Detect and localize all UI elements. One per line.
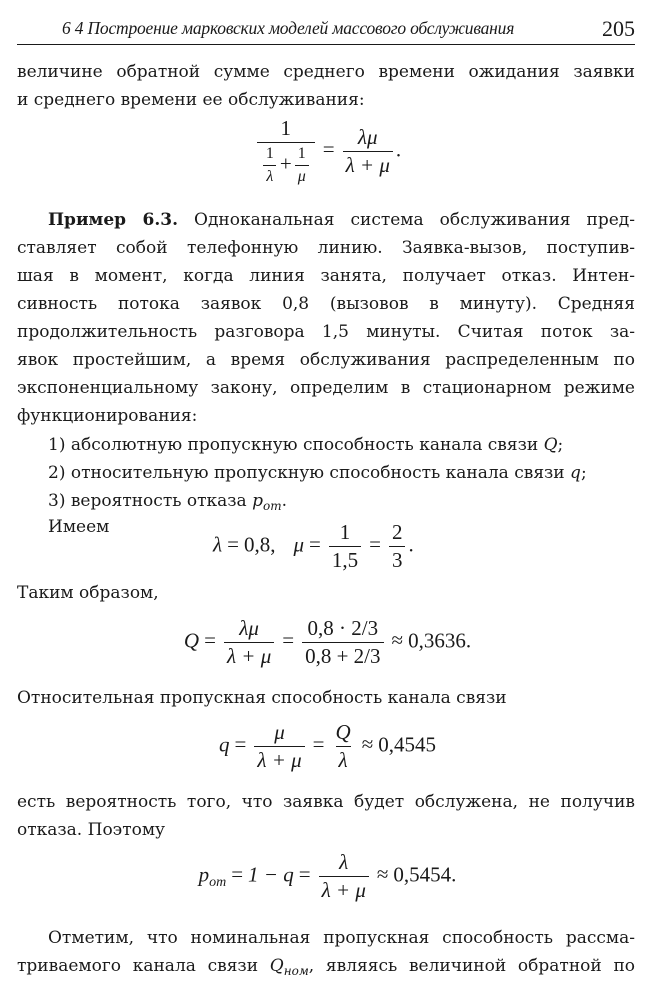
text-line: Таким образом, bbox=[17, 583, 159, 603]
fraction: $\frac{0,8 \cdot 2/3}{0,8 + 2/3}$ bbox=[302, 618, 383, 667]
text-line: триваемого канала связи $Q_{ном}$, являясь величиной обратной по bbox=[17, 956, 636, 978]
running-title: 6 4 Построение марковских моделей массового обслуживания bbox=[62, 18, 515, 38]
equation-parameters: λ = 0,8, μ = $\frac{1}{1,5}$ = $\frac{2}{3}$ . bbox=[213, 520, 414, 572]
text-line: ставляет собой телефонную линию. Заявка-вызов, поступив- bbox=[17, 238, 635, 258]
text-line: и среднего времени ее обслуживания: bbox=[17, 90, 365, 110]
text-line: продолжительность разговора 1,5 минуты. Считая поток за- bbox=[17, 322, 635, 342]
equation-relative-capacity: q = $\frac{\mu}{\lambda + \mu}$ = $\frac{Q}{\lambda}$ ≈ 0,4545 bbox=[219, 720, 436, 772]
text-line: есть вероятность того, что заявка будет обслужена, не получив bbox=[17, 792, 635, 812]
example-heading-line: Пример 6.3. Одноканальная система обслуживания пред- bbox=[48, 210, 635, 230]
fraction: $\frac{\lambda\mu}{\lambda + \mu}$ bbox=[224, 618, 274, 667]
text-line: экспоненциальному закону, определим в стационарном режиме bbox=[17, 378, 635, 398]
text-line: функционирования: bbox=[17, 406, 198, 426]
text-line: Относительная пропускная способность канала связи bbox=[17, 688, 507, 708]
equation-absolute-capacity: Q = $\frac{\lambda\mu}{\lambda + \mu}$ = $\frac{0,8 \cdot 2/3}{0,8 + 2/3}$ ≈ 0,3636. bbox=[183, 616, 472, 668]
text-line: шая в момент, когда линия занята, получает отказ. Интен- bbox=[17, 266, 635, 286]
text-line: Отметим, что номинальная пропускная способность рассма- bbox=[48, 928, 635, 948]
equation-refusal-probability: $p_{от} = 1 - q$ = $\frac{\lambda}{\lambda + \mu}$ ≈ 0,5454. bbox=[198, 850, 457, 902]
equation-harmonic: 1 $\frac{1}{\lambda}$ + $\frac{1}{\mu}$ = $\frac{\lambda\mu}{\lambda + \mu}$ . bbox=[0, 118, 655, 185]
fraction: $\frac{\lambda}{\lambda + \mu}$ bbox=[319, 852, 369, 901]
fraction: $\frac{1}{1,5}$ bbox=[329, 522, 361, 571]
fraction: $\frac{2}{3}$ bbox=[389, 522, 406, 571]
fraction: 1 $\frac{1}{\lambda}$ + $\frac{1}{\mu}$ bbox=[257, 118, 315, 185]
running-header bbox=[17, 8, 635, 45]
list-item: 3) вероятность отказа $p_{от}$. bbox=[48, 491, 287, 513]
list-item: 2) относительную пропускную способность канала связи q; bbox=[48, 463, 587, 483]
example-label: Пример 6.3. bbox=[48, 210, 179, 230]
list-item: 1) абсолютную пропускную способность канала связи Q; bbox=[48, 435, 564, 455]
text-line: сивность потока заявок 0,8 (вызовов в минуту). Средняя bbox=[17, 294, 635, 314]
fraction: $\frac{\mu}{\lambda + \mu}$ bbox=[254, 722, 304, 771]
text-line: отказа. Поэтому bbox=[17, 820, 166, 840]
text-line: величине обратной сумме среднего времени ожидания заявки bbox=[17, 62, 635, 82]
page-number: 205 bbox=[602, 16, 635, 41]
text-line: Имеем bbox=[48, 517, 110, 537]
fraction: $\frac{\lambda\mu}{\lambda + \mu}$ bbox=[343, 127, 393, 176]
fraction: $\frac{Q}{\lambda}$ bbox=[335, 720, 351, 772]
text-line: явок простейшим, а время обслуживания распределенным по bbox=[17, 350, 635, 370]
